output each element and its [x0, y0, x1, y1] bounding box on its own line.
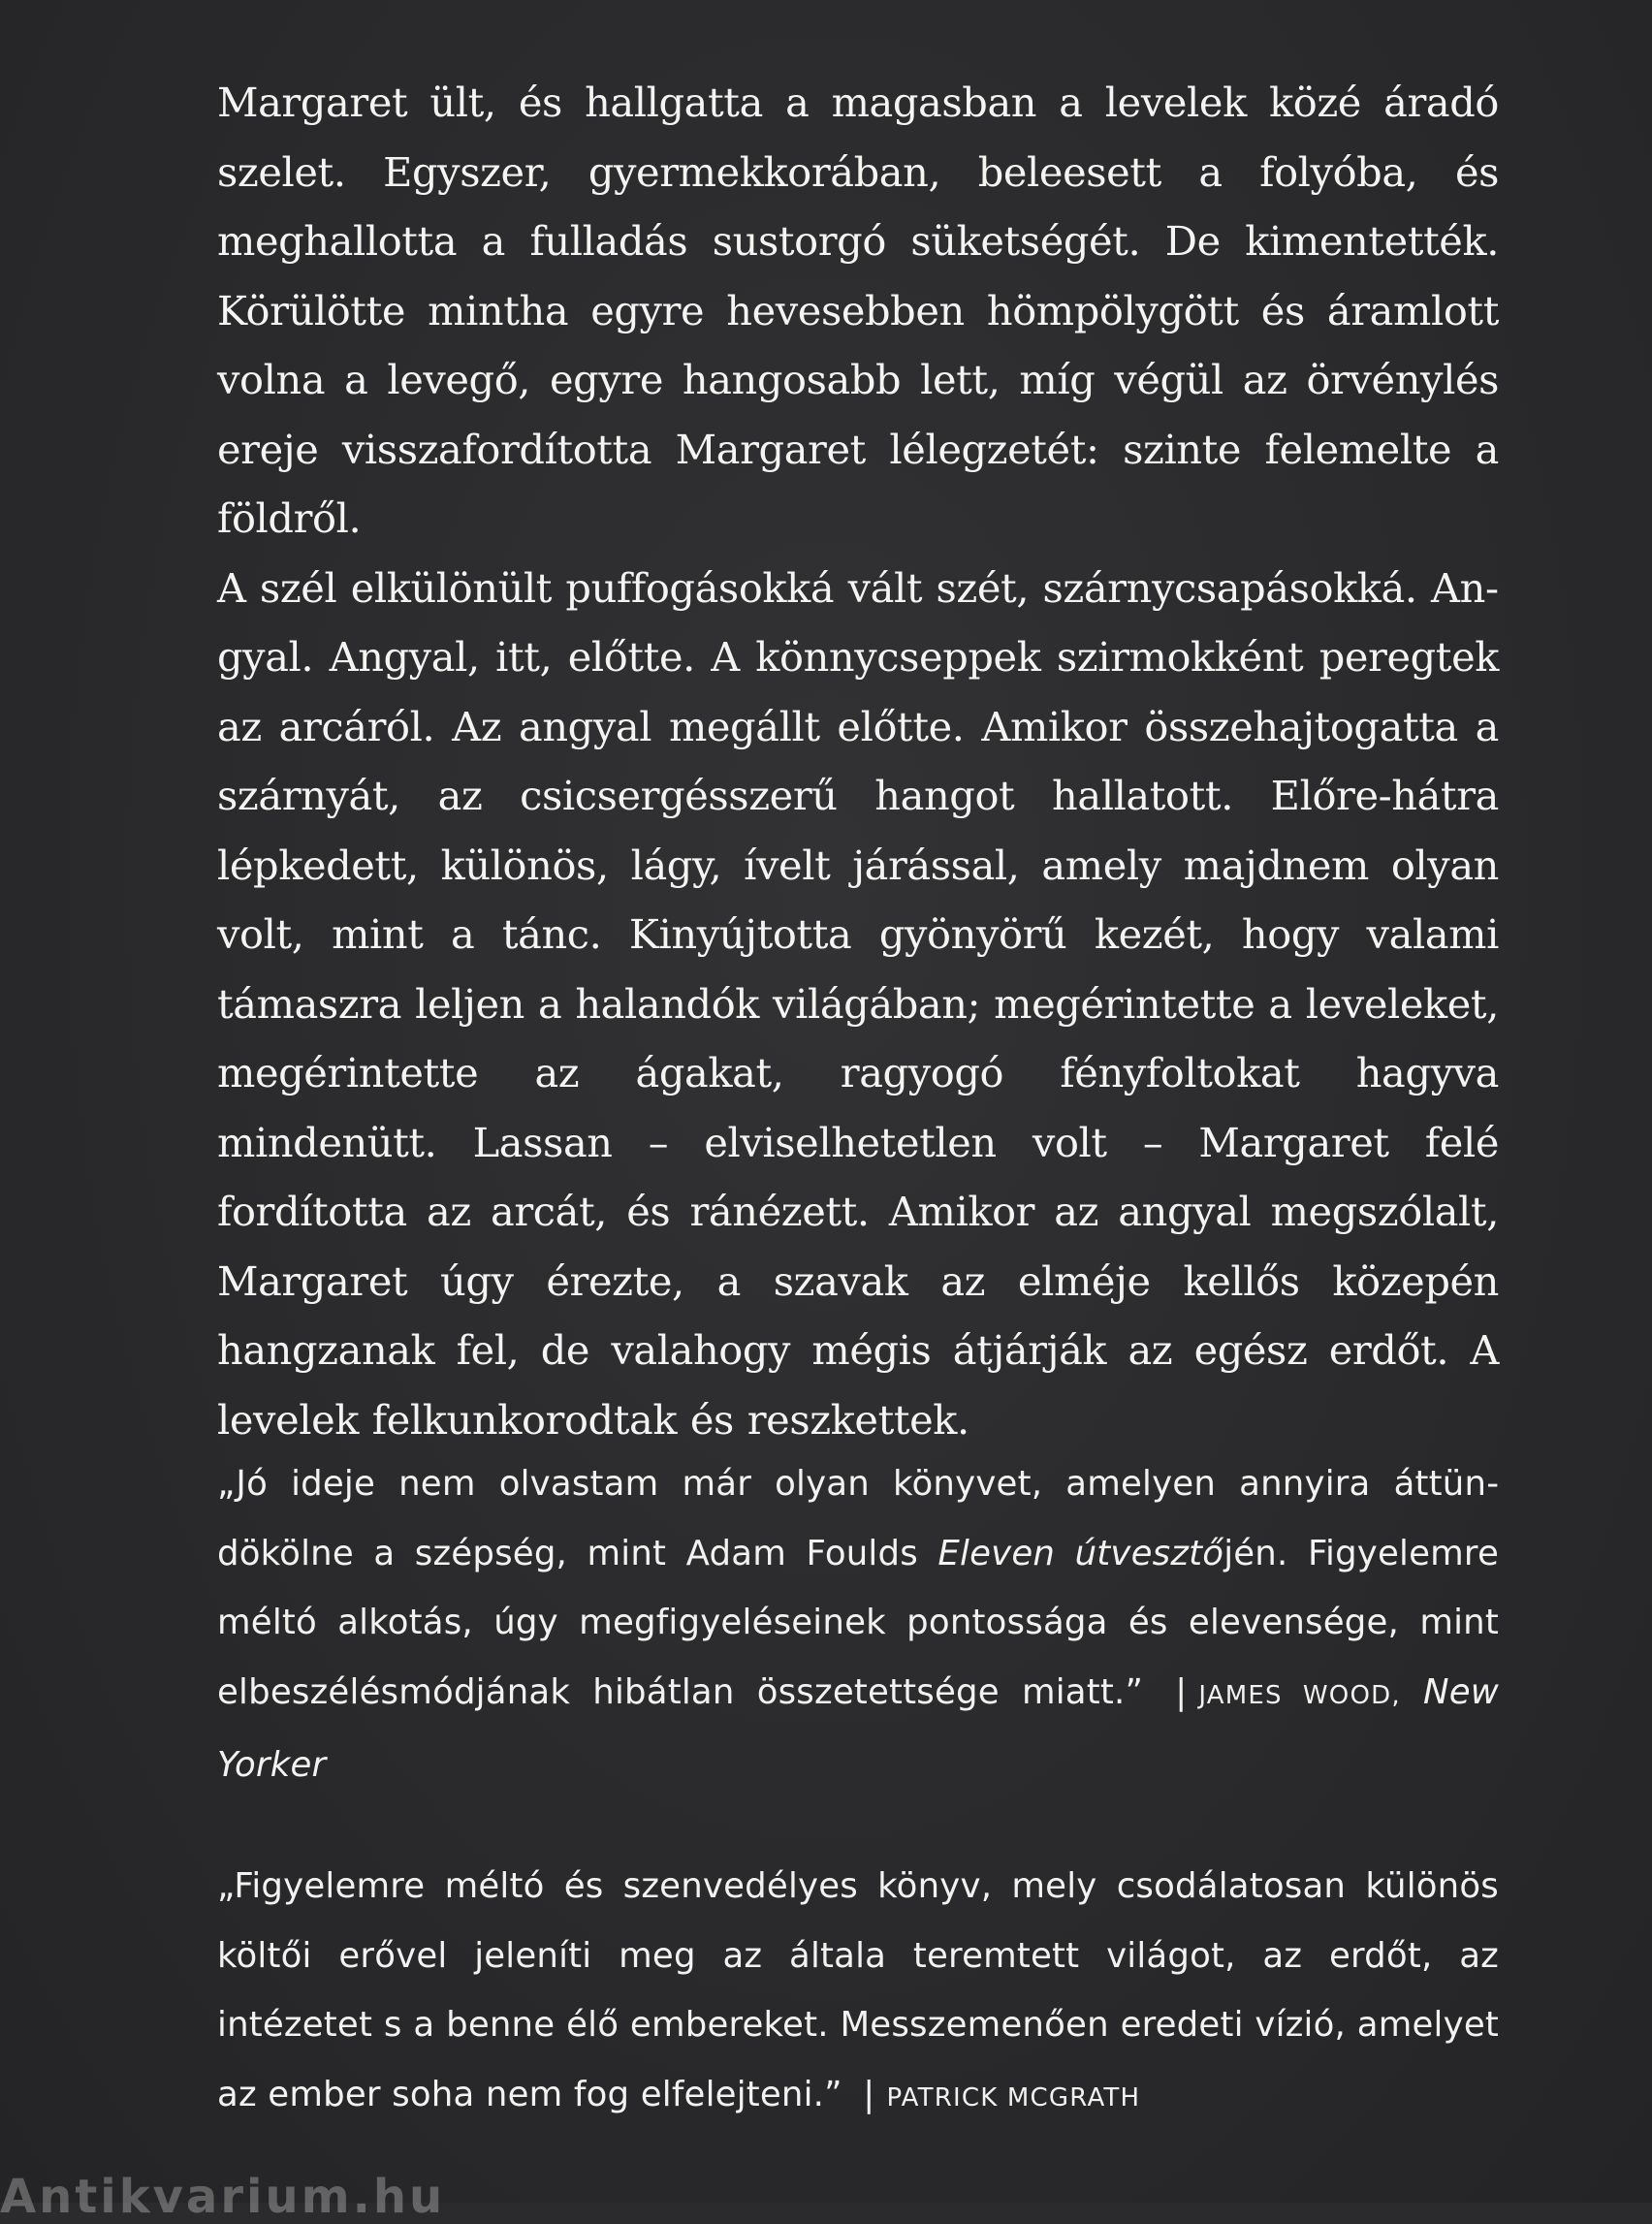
review-1-author: JAMES WOOD, — [1198, 1680, 1401, 1710]
review-patrick-mcgrath — [217, 1852, 1499, 2133]
review-2-separator: | — [863, 2074, 875, 2114]
excerpt-paragraph-1: Margaret ült, és hallgatta a magasban a levelek közé áradó szelet. Egyszer, gyermekkorában, beleesett a folyóba, és meghallotta a fulladás sustorgó süketségét. De kimentették. Körülötte mintha egyre hevesebben hömpölygött és áramlott volna a levegő, egyre hangosabb lett, míg végül az örvénylés ereje visszafordította Margaret lélegzetét: szinte felemelte a földről. — [217, 79, 1499, 542]
review-2-author: PATRICK MCGRATH — [886, 2082, 1141, 2113]
excerpt-paragraph-2: A szél elkülönült puffogásokká vált szét, szárnycsapásokká. Angyal. Angyal, itt, előtte. A könnycseppek szirmokként peregtek az arcáról. Az angyal megállt előtte. Amikor összehajtogatta a szárnyát, az csicsergésszerű hangot hallatott. Előre-hátra lépkedett, különös, lágy, ívelt járással, amely majdnem olyan volt, mint a tánc. Kinyújtotta gyönyörű kezét, hogy valami támaszra leljen a halandók világában; megérintette a leveleket, megérintette az ágakat, ragyogó fényfoltokat hagyva mindenütt. Lassan – elviselhetetlen volt – Margaret felé fordította az arcát, és ránézett. Amikor az angyal megszólalt, Margaret úgy érezte, a szavak az elméje kellős közepén hangzanak fel, de valahogy mégis átjárják az egész erdőt. A levelek felkunkorodtak és reszkettek. — [217, 563, 1499, 1444]
review-1-publication: New Yorker — [217, 1671, 1499, 1785]
review-james-wood — [217, 1449, 1499, 1800]
review-1-text-end: jén. Figyelemre méltó alkotás, úgy megfigyeléseinek pontossága és elevensége, mint elbeszélésmódjának hibátlan összetettsége miatt.” — [217, 1533, 1499, 1712]
novel-excerpt — [217, 68, 1499, 1454]
review-2-text: „Figyelemre méltó és szenvedélyes könyv, mely csodálatosan különös költői erővel jeleníti meg az általa teremtett világot, az erdőt, az intézetet s a benne élő embereket. Messzemenően eredeti vízió, amelyet az ember soha nem fog elfelejteni.” — [217, 1866, 1499, 2114]
review-1-book-title: Eleven útvesztő — [937, 1533, 1224, 1573]
review-1-text-start: „Jó ideje nem olvastam már olyan könyvet, amelyen annyira áttündökölne a szépség, mint Adam Foulds — [217, 1464, 1499, 1573]
review-1-separator: | — [1175, 1671, 1188, 1712]
antikvarium-watermark: Antikvarium.hu — [0, 2170, 446, 2224]
